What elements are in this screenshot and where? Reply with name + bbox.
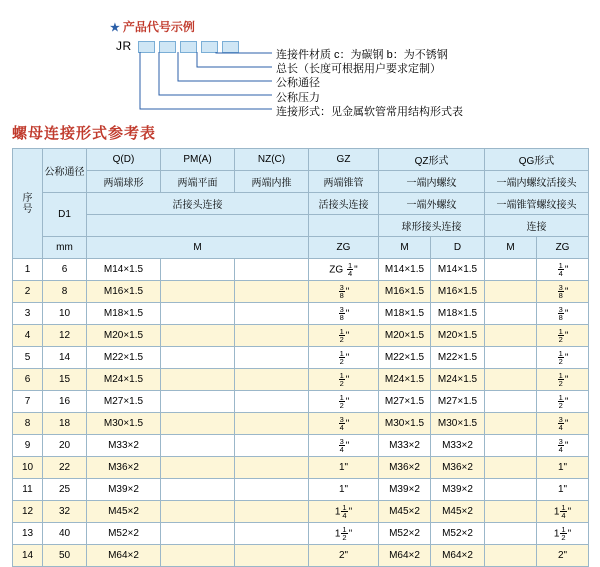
- cell-qz-d: M36×2: [431, 457, 485, 479]
- header-seq: [13, 149, 43, 259]
- cell-qz-m: M14×1.5: [379, 259, 431, 281]
- header-unit-qg-m: M: [485, 237, 537, 259]
- header-group-gz: GZ: [309, 149, 379, 171]
- cell-pm: [161, 413, 235, 435]
- cell-qz-m: M30×1.5: [379, 413, 431, 435]
- cell-gz: $\frac{3}{8}$ ": [309, 281, 379, 303]
- cell-nz: [235, 391, 309, 413]
- cell-qz-d: M14×1.5: [431, 259, 485, 281]
- cell-qz-m: M64×2: [379, 545, 431, 567]
- nut-connection-reference-table: [12, 148, 589, 567]
- cell-nz: [235, 545, 309, 567]
- table-row: [13, 435, 589, 457]
- cell-qg-zg: $\frac{3}{8}$ ": [537, 303, 589, 325]
- cell-nz: [235, 479, 309, 501]
- cell-qd: M45×2: [87, 501, 161, 523]
- cell-seq: 3: [13, 303, 43, 325]
- page-title: 螺母连接形式参考表: [12, 125, 157, 142]
- cell-gz: 1 $\frac{1}{4}$ ": [309, 501, 379, 523]
- table-row: [13, 523, 589, 545]
- header-unit-zg: ZG: [309, 237, 379, 259]
- cell-pm: [161, 325, 235, 347]
- cell-nominal-diameter: 10: [43, 303, 87, 325]
- table-row: [13, 281, 589, 303]
- cell-qg-m: [485, 369, 537, 391]
- table-row: [13, 545, 589, 567]
- table-row: [13, 501, 589, 523]
- table-row: [13, 347, 589, 369]
- header-desc-qz: 一端内螺纹: [379, 171, 485, 193]
- code-box: [159, 41, 176, 53]
- header-nominal-diameter: 公称通径: [43, 149, 87, 193]
- cell-qz-m: M22×1.5: [379, 347, 431, 369]
- cell-qz-m: M24×1.5: [379, 369, 431, 391]
- cell-qz-m: M39×2: [379, 479, 431, 501]
- code-box: [222, 41, 239, 53]
- cell-gz: $\frac{3}{8}$ ": [309, 303, 379, 325]
- cell-gz: 1 $\frac{1}{2}$ ": [309, 523, 379, 545]
- legend-items: [276, 48, 463, 119]
- cell-qz-d: M52×2: [431, 523, 485, 545]
- cell-nz: [235, 457, 309, 479]
- legend-title-text: 产品代号示例: [122, 20, 195, 34]
- header-group-qd: Q(D): [87, 149, 161, 171]
- legend-item-material: 连接件材质 c：为碳钢 b：为不锈钢: [276, 49, 448, 61]
- cell-qz-d: M64×2: [431, 545, 485, 567]
- cell-qg-m: [485, 523, 537, 545]
- header-unit-qz-m: M: [379, 237, 431, 259]
- cell-qd: M16×1.5: [87, 281, 161, 303]
- legend-title: [110, 18, 195, 35]
- cell-qd: M14×1.5: [87, 259, 161, 281]
- cell-nominal-diameter: 18: [43, 413, 87, 435]
- cell-qg-m: [485, 545, 537, 567]
- cell-qg-zg: 1 $\frac{1}{4}$ ": [537, 501, 589, 523]
- cell-gz: $\frac{3}{4}$ ": [309, 435, 379, 457]
- cell-nz: [235, 369, 309, 391]
- cell-qz-m: M20×1.5: [379, 325, 431, 347]
- product-code-boxes: [138, 41, 239, 53]
- header-desc-qg: 一端内螺纹活接头: [485, 171, 589, 193]
- cell-qz-d: M45×2: [431, 501, 485, 523]
- cell-qd: M64×2: [87, 545, 161, 567]
- cell-seq: 1: [13, 259, 43, 281]
- cell-nominal-diameter: 25: [43, 479, 87, 501]
- header-conn-ext-thread: 一端外螺纹: [379, 193, 485, 215]
- header-unit-qz-d: D: [431, 237, 485, 259]
- legend-item-nominal-pressure: 公称压力: [276, 91, 320, 104]
- cell-pm: [161, 259, 235, 281]
- cell-seq: 11: [13, 479, 43, 501]
- cell-nominal-diameter: 50: [43, 545, 87, 567]
- cell-qz-m: M27×1.5: [379, 391, 431, 413]
- table-body: [13, 259, 589, 567]
- cell-nz: [235, 435, 309, 457]
- cell-qz-d: M22×1.5: [431, 347, 485, 369]
- header-row-connection2: [13, 215, 589, 237]
- table-row: [13, 413, 589, 435]
- cell-qz-d: M30×1.5: [431, 413, 485, 435]
- cell-qz-m: M52×2: [379, 523, 431, 545]
- table-row: [13, 325, 589, 347]
- cell-seq: 9: [13, 435, 43, 457]
- header-desc-pm: 两端平面: [161, 171, 235, 193]
- cell-qz-d: M20×1.5: [431, 325, 485, 347]
- header-unit-m: M: [87, 237, 309, 259]
- cell-qz-m: M16×1.5: [379, 281, 431, 303]
- cell-nominal-diameter: 32: [43, 501, 87, 523]
- cell-qd: M27×1.5: [87, 391, 161, 413]
- cell-pm: [161, 501, 235, 523]
- cell-seq: 13: [13, 523, 43, 545]
- header-conn2-gz: [309, 215, 379, 237]
- legend-item-nominal-diameter: 公称通径: [276, 77, 320, 90]
- cell-qg-m: [485, 457, 537, 479]
- cell-seq: 6: [13, 369, 43, 391]
- cell-qg-zg: $\frac{3}{4}$ ": [537, 413, 589, 435]
- cell-qd: M33×2: [87, 435, 161, 457]
- cell-nominal-diameter: 40: [43, 523, 87, 545]
- cell-nz: [235, 281, 309, 303]
- code-box: [180, 41, 197, 53]
- header-row-connection: [13, 193, 589, 215]
- header-conn-union-gz: 活接头连接: [309, 193, 379, 215]
- cell-pm: [161, 347, 235, 369]
- star-icon: ★: [110, 22, 120, 34]
- cell-qz-d: M27×1.5: [431, 391, 485, 413]
- cell-nz: [235, 413, 309, 435]
- header-desc-nz: 两端内推: [235, 171, 309, 193]
- cell-seq: 2: [13, 281, 43, 303]
- cell-pm: [161, 391, 235, 413]
- cell-gz: 1": [309, 457, 379, 479]
- cell-qg-m: [485, 413, 537, 435]
- cell-gz: $\frac{1}{2}$ ": [309, 325, 379, 347]
- cell-nominal-diameter: 14: [43, 347, 87, 369]
- cell-nz: [235, 303, 309, 325]
- cell-nz: [235, 347, 309, 369]
- table-row: [13, 479, 589, 501]
- cell-nominal-diameter: 6: [43, 259, 87, 281]
- header-desc-gz: 两端锥管: [309, 171, 379, 193]
- cell-pm: [161, 479, 235, 501]
- cell-qg-zg: 1": [537, 457, 589, 479]
- cell-qg-m: [485, 325, 537, 347]
- cell-seq: 14: [13, 545, 43, 567]
- cell-seq: 8: [13, 413, 43, 435]
- cell-qz-d: M33×2: [431, 435, 485, 457]
- cell-qg-zg: $\frac{1}{2}$ ": [537, 369, 589, 391]
- cell-qg-m: [485, 281, 537, 303]
- header-conn2-connect: 连接: [485, 215, 589, 237]
- table-row: [13, 259, 589, 281]
- cell-qg-zg: 2": [537, 545, 589, 567]
- cell-qz-d: M24×1.5: [431, 369, 485, 391]
- header-desc-qd: 两端球形: [87, 171, 161, 193]
- cell-qd: M39×2: [87, 479, 161, 501]
- cell-gz: $\frac{1}{2}$ ": [309, 347, 379, 369]
- header-group-qz: QZ形式: [379, 149, 485, 171]
- header-seq-line1: 序: [22, 192, 33, 204]
- cell-seq: 5: [13, 347, 43, 369]
- cell-nominal-diameter: 8: [43, 281, 87, 303]
- cell-pm: [161, 281, 235, 303]
- cell-qd: M20×1.5: [87, 325, 161, 347]
- cell-nominal-diameter: 15: [43, 369, 87, 391]
- cell-qg-m: [485, 303, 537, 325]
- cell-qg-zg: 1 $\frac{1}{2}$ ": [537, 523, 589, 545]
- cell-qz-m: M36×2: [379, 457, 431, 479]
- cell-qg-m: [485, 259, 537, 281]
- cell-nz: [235, 325, 309, 347]
- product-code-legend: [0, 0, 600, 122]
- table-row: [13, 391, 589, 413]
- header-seq-line2: 号: [22, 203, 33, 215]
- table-row: [13, 369, 589, 391]
- cell-qz-m: M45×2: [379, 501, 431, 523]
- cell-qd: M30×1.5: [87, 413, 161, 435]
- cell-seq: 12: [13, 501, 43, 523]
- cell-seq: 4: [13, 325, 43, 347]
- header-dn-sub: D1: [43, 193, 87, 237]
- cell-nz: [235, 523, 309, 545]
- cell-qd: M22×1.5: [87, 347, 161, 369]
- legend-item-length: 总长（长度可根据用户要求定制）: [276, 63, 441, 76]
- cell-pm: [161, 303, 235, 325]
- cell-gz: $\frac{1}{2}$ ": [309, 369, 379, 391]
- code-box: [201, 41, 218, 53]
- cell-qd: M24×1.5: [87, 369, 161, 391]
- cell-qg-m: [485, 479, 537, 501]
- cell-gz: $\frac{3}{4}$ ": [309, 413, 379, 435]
- cell-qg-zg: $\frac{1}{2}$ ": [537, 391, 589, 413]
- table-row: [13, 303, 589, 325]
- header-group-nz: NZ(C): [235, 149, 309, 171]
- cell-gz: 2": [309, 545, 379, 567]
- cell-gz: ZG $\frac{1}{4}$ ": [309, 259, 379, 281]
- cell-qz-d: M18×1.5: [431, 303, 485, 325]
- cell-seq: 7: [13, 391, 43, 413]
- cell-pm: [161, 523, 235, 545]
- cell-qg-zg: $\frac{1}{2}$ ": [537, 347, 589, 369]
- header-row-units: [13, 237, 589, 259]
- header-row-codes: [13, 149, 589, 171]
- header-conn-union-left: 活接头连接: [87, 193, 309, 215]
- table-row: [13, 457, 589, 479]
- product-code-prefix: JR: [116, 39, 132, 53]
- cell-qg-m: [485, 501, 537, 523]
- header-row-desc: [13, 171, 589, 193]
- cell-qz-d: M39×2: [431, 479, 485, 501]
- cell-qg-zg: $\frac{1}{4}$ ": [537, 259, 589, 281]
- cell-qg-m: [485, 435, 537, 457]
- header-conn-taper-joint: 一端锥管螺纹接头: [485, 193, 589, 215]
- cell-qz-m: M33×2: [379, 435, 431, 457]
- cell-qg-zg: $\frac{3}{8}$ ": [537, 281, 589, 303]
- cell-qd: M52×2: [87, 523, 161, 545]
- cell-gz: $\frac{1}{2}$ ": [309, 391, 379, 413]
- cell-gz: 1": [309, 479, 379, 501]
- header-conn2-left: [87, 215, 309, 237]
- cell-qg-zg: $\frac{3}{4}$ ": [537, 435, 589, 457]
- cell-qg-m: [485, 347, 537, 369]
- cell-nz: [235, 501, 309, 523]
- cell-nominal-diameter: 22: [43, 457, 87, 479]
- cell-nominal-diameter: 12: [43, 325, 87, 347]
- cell-qg-m: [485, 391, 537, 413]
- code-box: [138, 41, 155, 53]
- cell-pm: [161, 435, 235, 457]
- header-unit-qg-zg: ZG: [537, 237, 589, 259]
- cell-pm: [161, 457, 235, 479]
- header-conn2-ball-joint: 球形接头连接: [379, 215, 485, 237]
- cell-qg-zg: 1": [537, 479, 589, 501]
- cell-pm: [161, 545, 235, 567]
- cell-seq: 10: [13, 457, 43, 479]
- header-group-qg: QG形式: [485, 149, 589, 171]
- cell-qd: M36×2: [87, 457, 161, 479]
- header-dn-unit: mm: [43, 237, 87, 259]
- cell-nominal-diameter: 16: [43, 391, 87, 413]
- cell-pm: [161, 369, 235, 391]
- cell-qg-zg: $\frac{1}{2}$ ": [537, 325, 589, 347]
- cell-qz-m: M18×1.5: [379, 303, 431, 325]
- cell-nz: [235, 259, 309, 281]
- table-header: [13, 149, 589, 259]
- cell-qd: M18×1.5: [87, 303, 161, 325]
- legend-item-connection-type: 连接形式：见金属软管常用结构形式表: [276, 105, 463, 118]
- cell-qz-d: M16×1.5: [431, 281, 485, 303]
- cell-nominal-diameter: 20: [43, 435, 87, 457]
- header-group-pm: PM(A): [161, 149, 235, 171]
